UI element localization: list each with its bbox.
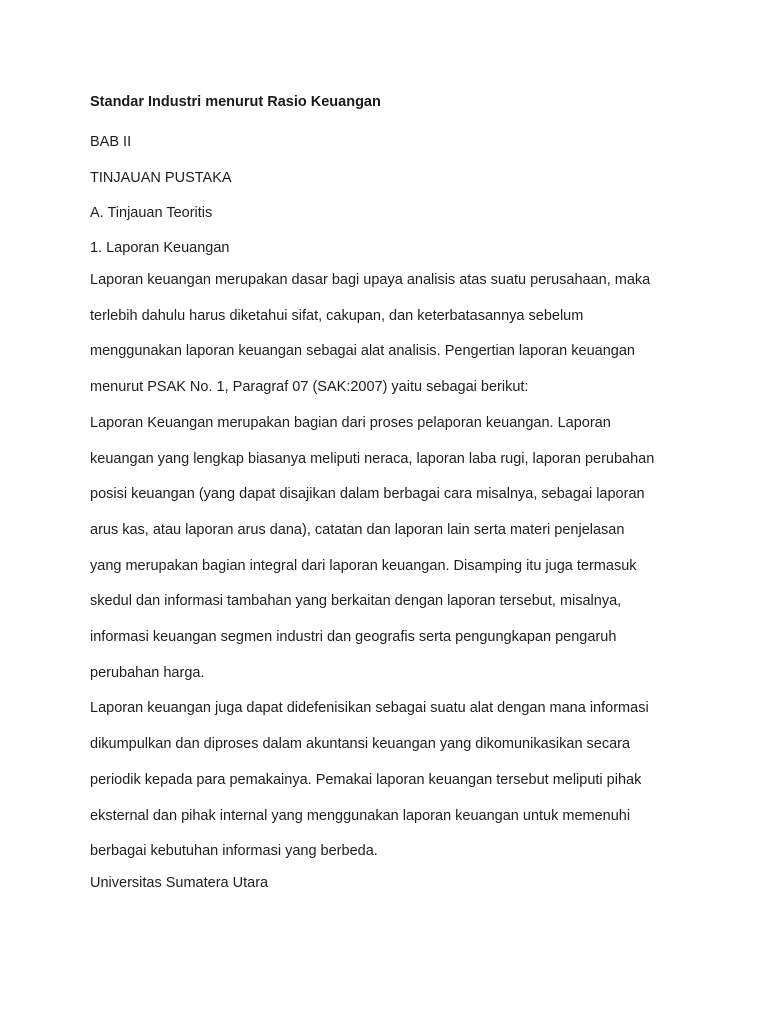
paragraph-line: posisi keuangan (yang dapat disajikan dalam berbagai cara misalnya, sebagai laporan <box>90 486 645 503</box>
section-heading: A. Tinjauan Teoritis <box>90 205 213 221</box>
document-title: Standar Industri menurut Rasio Keuangan <box>90 94 381 110</box>
paragraph-1 <box>90 263 690 406</box>
paragraph-line: yang merupakan bagian integral dari laporan keuangan. Disamping itu juga termasuk <box>90 557 637 574</box>
paragraph-line: informasi keuangan segmen industri dan geografis serta pengungkapan pengaruh <box>90 629 617 646</box>
chapter-label: BAB II <box>90 134 132 150</box>
paragraph-2 <box>90 406 690 692</box>
paragraph-line: eksternal dan pihak internal yang menggunakan laporan keuangan untuk memenuhi <box>90 807 631 824</box>
paragraph-line: Laporan Keuangan merupakan bagian dari proses pelaporan keuangan. Laporan <box>90 414 611 431</box>
paragraph-line: berbagai kebutuhan informasi yang berbeda. <box>90 843 378 860</box>
paragraph-line: perubahan harga. <box>90 664 205 681</box>
paragraph-line: menggunakan laporan keuangan sebagai alat analisis. Pengertian laporan keuangan <box>90 343 635 360</box>
paragraph-line: arus kas, atau laporan arus dana), catatan dan laporan lain serta materi penjelasan <box>90 521 625 538</box>
subsection-heading: 1. Laporan Keuangan <box>90 240 230 256</box>
institution-footer: Universitas Sumatera Utara <box>90 874 269 891</box>
paragraph-3 <box>90 691 690 870</box>
document-content <box>90 91 690 894</box>
paragraph-line: periodik kepada para pemakainya. Pemakai laporan keuangan tersebut meliputi pihak <box>90 771 642 788</box>
paragraph-line: terlebih dahulu harus diketahui sifat, cakupan, dan keterbatasannya sebelum <box>90 307 584 324</box>
chapter-title: TINJAUAN PUSTAKA <box>90 170 232 186</box>
paragraph-line: dikumpulkan dan diproses dalam akuntansi keuangan yang dikomunikasikan secara <box>90 736 631 753</box>
paragraph-line: menurut PSAK No. 1, Paragraf 07 (SAK:2007) yaitu sebagai berikut: <box>90 379 529 396</box>
paragraph-line: keuangan yang lengkap biasanya meliputi neraca, laporan laba rugi, laporan perubahan <box>90 450 655 467</box>
paragraph-line: Laporan keuangan merupakan dasar bagi upaya analisis atas suatu perusahaan, maka <box>90 272 651 288</box>
paragraph-line: skedul dan informasi tambahan yang berkaitan dengan laporan tersebut, misalnya, <box>90 593 622 610</box>
paragraph-line: Laporan keuangan juga dapat didefenisikan sebagai suatu alat dengan mana informasi <box>90 700 649 717</box>
